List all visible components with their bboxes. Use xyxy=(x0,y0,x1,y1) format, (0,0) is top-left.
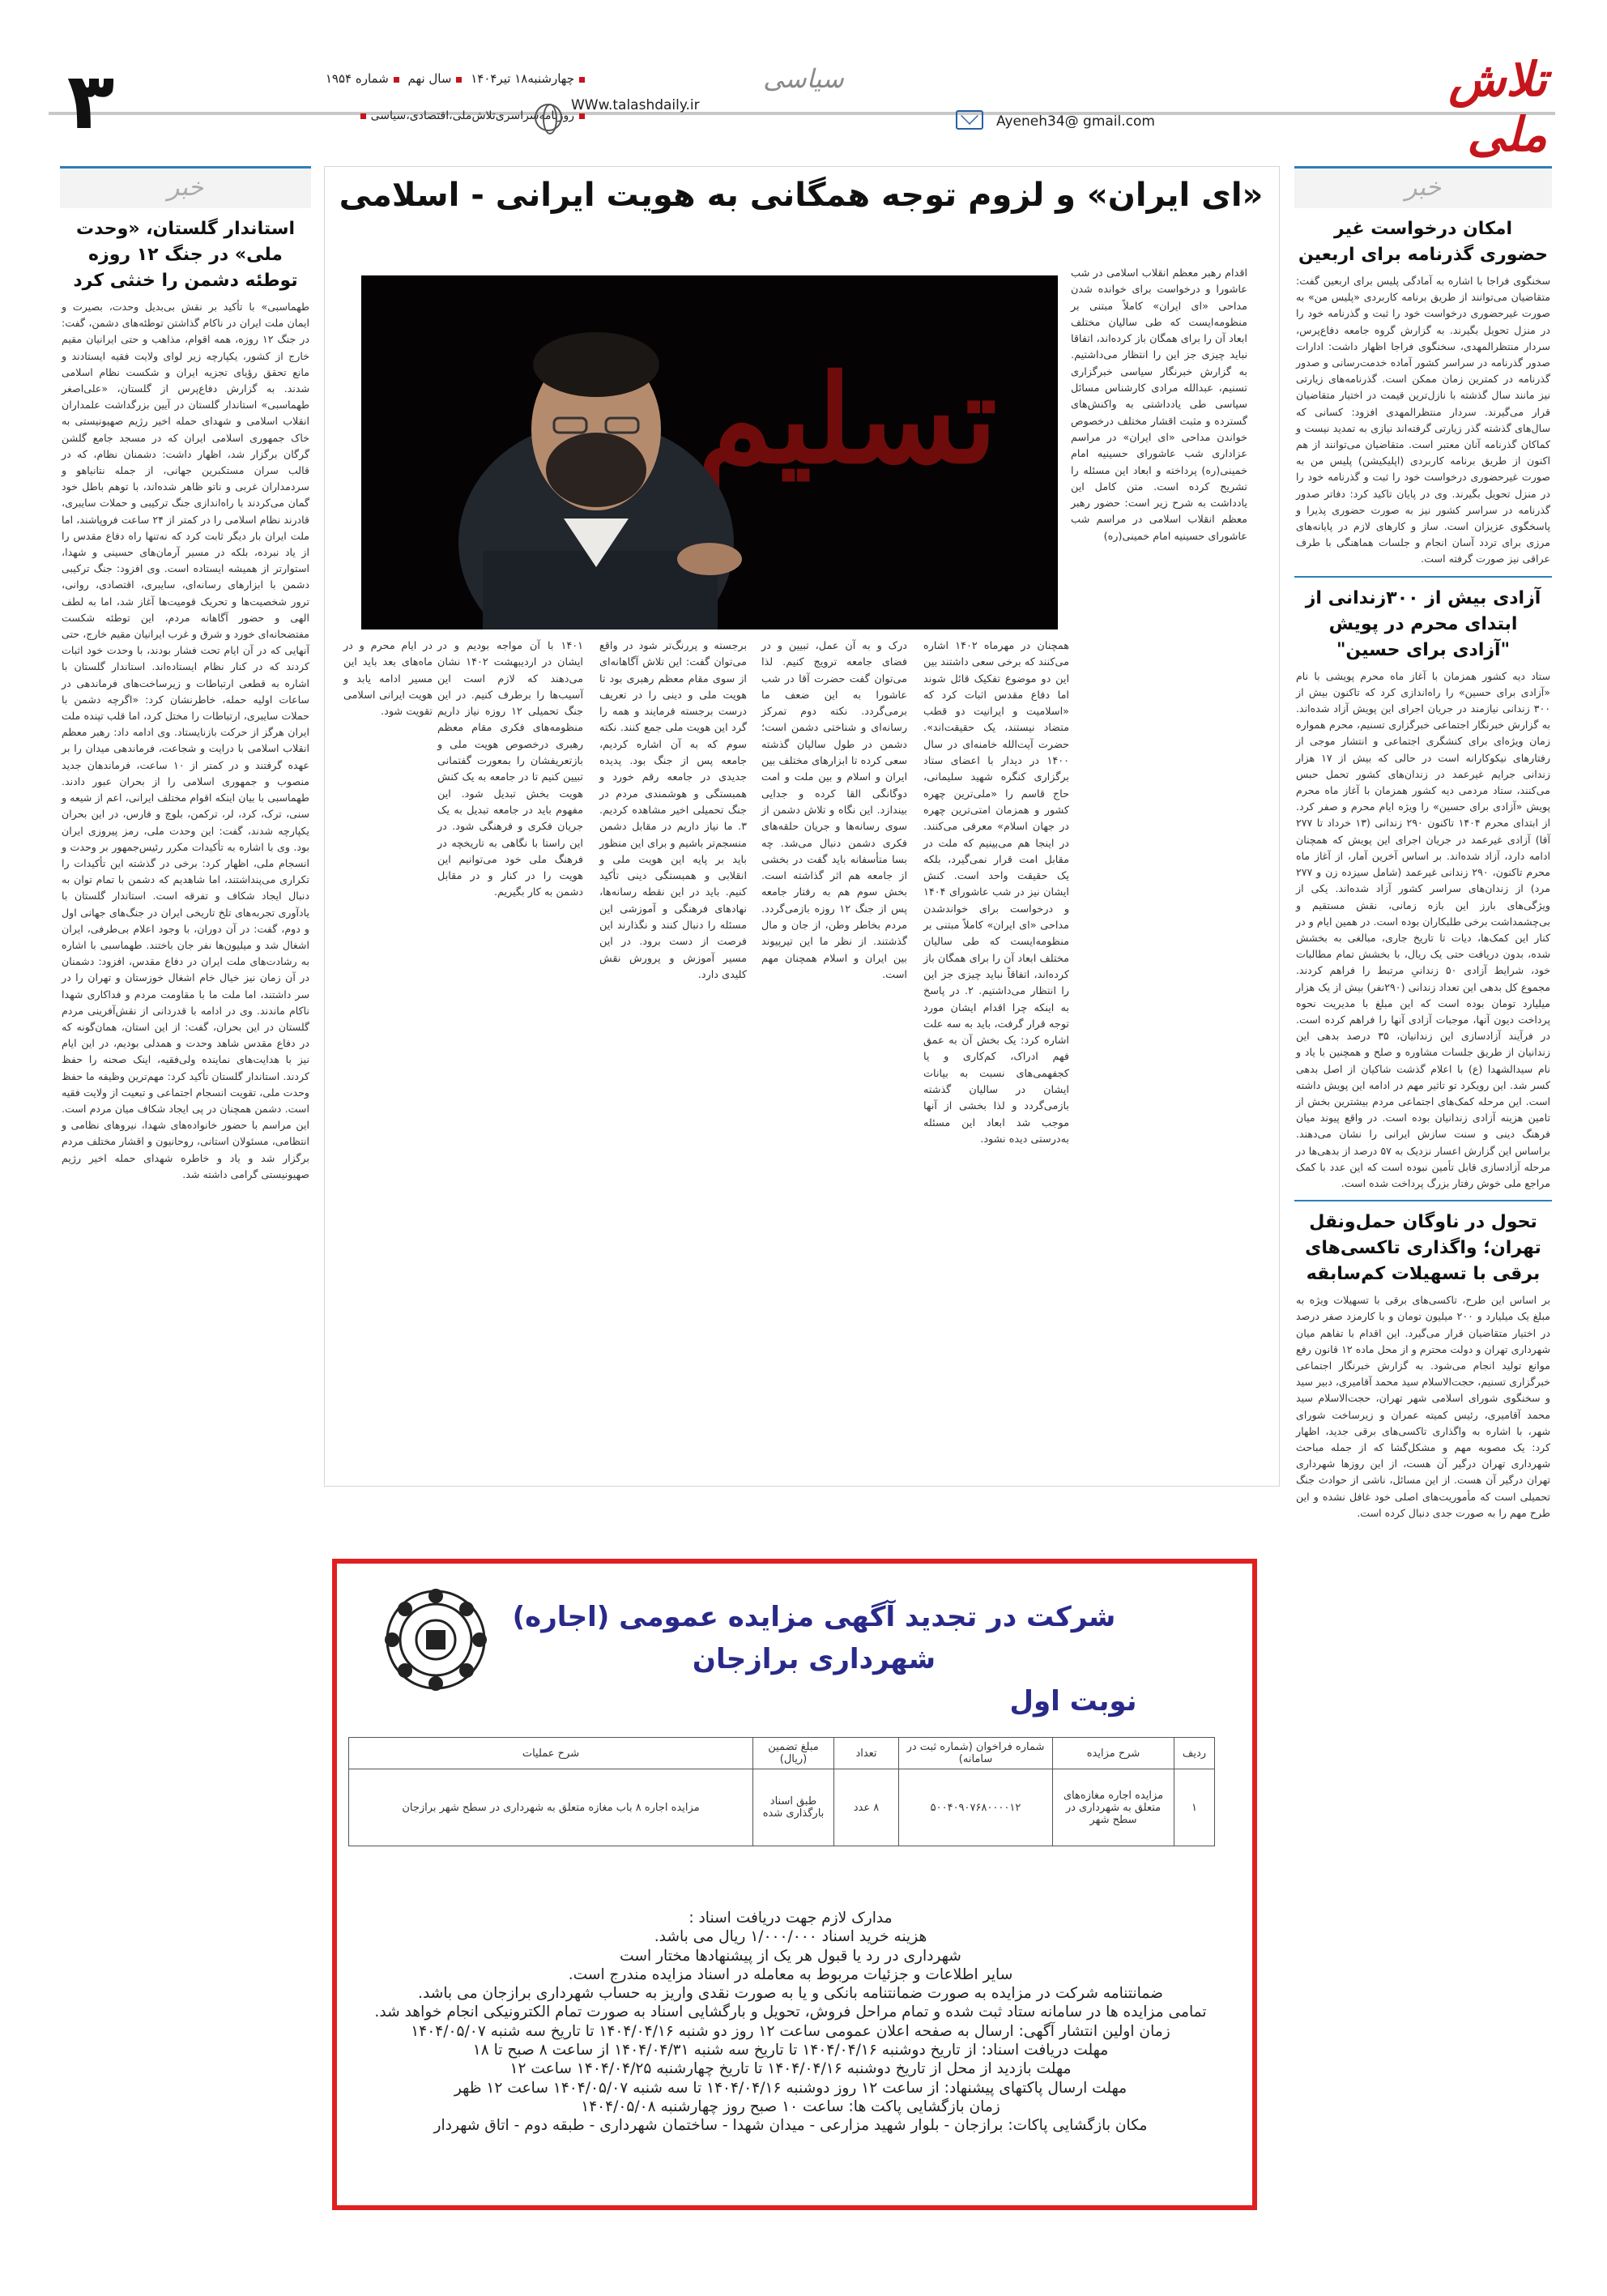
background-calligraphy: تسلیم xyxy=(697,348,998,491)
ad-round: نوبت اول xyxy=(1009,1685,1137,1718)
news-body: طهماسبی» با تأکید بر نقش بی‌بدیل وحدت، بصیرت و ایمان ملت ایران در ناکام گذاشتن توطئه‌های دشمن، گفت: در جنگ ۱۲ روزه، همه اقوام، مذاهب و حتی ایرانیان مقیم خارج از کشور، یکپارچه زیر لوای ولایت فقیه ایستادند و مانع تحقق رؤیای تجزیه ایران و شکست نظام اسلامی شدند. به گزارش دفاع‌پرس از گلستان، «علی‌اصغر طهماسبی» استاندار گلستان در آیین بزرگداشت علمداران انقلاب اسلامی و شهدای حمله اخیر رژیم صهیونیستی به خاک جمهوری اسلامی ایران که در مسجد جامع گلشن گرگان برگزار شد، اظهار داشت: دشمنان نظام، که در قالب سران مستکبرین جهانی، از جمله نتانیاهو و سردمداران غربی و ناتو ظاهر شده‌اند، با توهم باطل خود گمان می‌کردند با راه‌اندازی جنگ ترکیبی و حملات سایبری، قادرند نظام اسلامی را در کمتر از ۲۴ ساعت فروپاشند، اما ملت ایران بار دیگر ثابت کرد که نه‌تنها راه دفاع مقدس را از یاد نبرده، بلکه در مسیر آرمان‌های حسینی و شهدا، استوارتر از همیشه ایستاده است. وی افزود: جنگ ترکیبی دشمن با ابزارهای رسانه‌ای، سایبری، اقتصادی، روانی، ترور شخصیت‌ها و تحریک قومیت‌ها آغاز شد، اما به لطف الهی و حضور آگاهانه مردم، این توطئه شکست مفتضحانه‌ای خورد و شرق و غرب ایرانیان مقیم خارج، حتی آنهایی که در آن ایام تحت فشار بودند، با وحدت خود اثبات کردند که در کنار نظام ایستاده‌اند. استاندار گلستان با اشاره به قطعی ارتباطات و زیرساخت‌های فرماندهی در ساعات اولیه حمله، خاطرنشان کرد: «اگرچه دشمن با حملات سایبری، ارتباطات را مختل کرد، اما قلب تپنده ملت ایران هرگز از حرکت بازنایستاد. وی ادامه داد: رهبر معظم انقلاب اسلامی با درایت و شجاعت، فرماندهی میدان را بر عهده گرفتند و در کمتر از ۱۰ ساعت، فرماندهان جدید منصوب و جمهوری اسلامی را از بحران عبور دادند. طهماسبی با بیان اینکه اقوام مختلف ایرانی، اعم از شیعه و سنی، ترک، کرد، لر، ترکمن، بلوچ و فارس، در این بحران یکپارچه شدند، گفت: این وحدت ملی، رمز پیروزی ایران بود. وی با اشاره به تأکیدات مکرر رئیس‌جمهور بر وحدت و انسجام ملی، اظهار کرد: برخی در گذشته این تأکیدات را تکراری می‌پنداشتند، اما شاهدیم که دشمن با تمام توان به دنبال ایجاد شکاف و تفرقه است. استاندار گلستان با یادآوری تجربه‌های تلخ تاریخی ایران در جنگ‌های جهانی اول و دوم، گفت: در آن دوران، با وجود اعلام بی‌طرفی، ایران اشغال شد و میلیون‌ها نفر جان باختند. طهماسبی با اشاره به رشادت‌های ملت ایران در دفاع مقدس، افزود: دشمنان در آن زمان نیز خیال خام اشغال خوزستان و تهران را در سر داشتند، اما ملت ما با مقاومت مردم و فداکاری شهدا ناکام ماندند. وی در ادامه با قدردانی از نقش‌آفرینی مردم گلستان در این بحران، گفت: از این استان، همان‌گونه که در دفاع مقدس شاهد وحدت و همدلی بودیم، در این ایام نیز با هدایت‌های نماینده ولی‌فقیه، اینک صحنه را حفظ کردند. استاندار گلستان تأکید کرد: مهم‌ترین وظیفه ما حفظ وحدت ملی، تقویت انسجام اجتماعی و تبعیت از ولایت فقیه است. دشمن همچنان در پی ایجاد شکاف میان مردم است. این مراسم با حضور خانواده‌های شهدا، نیروهای نظامی و انتظامی، مسئولان استانی، روحانیون و اقشار مختلف مردم برگزار شد و یاد و خاطره شهدای حمله اخیر رژیم صهیونیستی گرامی داشته شد. xyxy=(62,301,309,1180)
email-address[interactable]: Ayeneh34@ gmail.com xyxy=(996,113,1155,130)
table-cell: مزایده اجاره ۸ باب مغازه متعلق به شهرداری در سطح شهر برازجان xyxy=(349,1769,753,1846)
speaker-photo xyxy=(361,275,1058,629)
news-title: آزادی بیش از ۳۰۰زندانی از ابتدای محرم در پویش "آزادی برای حسین" xyxy=(1305,587,1541,660)
date: چهارشنبه۱۸ تیر۱۴۰۴ xyxy=(471,71,574,86)
news-body: ستاد دیه کشور همزمان با آغاز ماه محرم پویشی با نام «آزادی برای حسین» را راه‌اندازی کرد که تاکنون بیش از ۳۰۰ زندانی نیازمند در جریان اجرای این پویش آزاد شده‌اند. به گزارش خبرنگار اجتماعی خبرگزاری تسنیم، محرم همواره زمان ویژه‌ای برای کنشگری اجتماعی و انتشار موجی از رفتارهای نیکوکارانه است در حالی که بیش از ۱۷ هزار زندانی جرایم غیرعمد در زندان‌های کشور تحمل حبس می‌کنند، ستاد مردمی دیه کشور همزمان با آغاز ماه محرم پویش «آزادی برای حسین» را ویژه ایام محرم و صفر کرد. از ابتدای محرم ۱۴۰۴ تاکنون ۲۹۰ زندانی (۱۳ خرداد تا ۲۷۷ آقا) آزادی غیرعمد در جریان اجرای این پویش که همچنان ادامه دارد، آزاد شده‌اند. بر اساس آخرین آمار، از آغاز ماه محرم تاکنون، ۲۹۰ زندانی غیرعمد (شامل سیزده زن و ۲۷۷ مرد) از زندان‌های سراسر کشور آزاد شده‌اند. یکی از ویژگی‌های بارز این بازه زمانی، نقش مستقیم و بی‌چشمداشت برخی طلبکاران بوده است. در همین ایام و در کنار این کمک‌ها، دیات تا تاریخ جاری، مبالغی به بخشش شده، بدون دریافت حتی یک ریال، با بخشش تمام مطالبات خود، شرایط آزادی ۵۰ زندانیِ مرتبط را فراهم کردند. مجموع کل بدهی این تعداد زندانی (۲۹۰نفر) بیش از یک هزار میلیارد تومان بوده است که این مبلغ با مدیریت نحوه پرداخت دیون آنها، موجبات آزادی آنها را فراهم کرده است. در فرآیند آزادسازی این زندانیان، ۳۵ درصد بدهی این زندانیان از طریق جلسات مشاوره و صلح و همچنین با یاد و نام سیدالشهدا (ع) با اعلام گذشت شاکیان از اصل بدهی کسر شد. این رویکرد تو تاثیر مهم در ادامه این پویش داشته است. این مرحله کمک‌های اجتماعی مردم بیشترین بخش از تامین هزینه آزادی زندانیان بوده است. در واقع پیوند میان فرهنگ دینی و سنت سازش ایرانی را نشان می‌دهند. براساس این گزارش اعسار نزدیک به ۵۷ درصد از بدهی‌ها در مرحله آزادسازی قابل تأمین نبوده است که این عدد با کمک مراجع ملی خوش رفتار بزرگ پرداخت شده است. xyxy=(1296,669,1551,1189)
column-heading: خبر xyxy=(1294,166,1552,208)
table-cell: ۵۰۰۴۰۹۰۷۶۸۰۰۰۰۱۲ xyxy=(899,1769,1053,1846)
right-news-column xyxy=(1294,166,1552,1521)
ad-details: مدارک لازم جهت دریافت اسناد : هزینه خرید اسناد ۱/۰۰۰/۰۰۰ ریال می باشد. شهرداری در رد یا قبول هر یک از پیشنهادها مختار است سایر اطلاعات و جزئیات مربوط به معامله در اسناد مزایده مندرج است. ضمانتنامه شرکت در مزایده به صورت ضمانتنامه بانکی و یا به صورت نقدی واریز به حساب شهرداری برازجان می باشد. تمامی مزایده ها در سامانه ستاد ثبت شده و تمام مراحل فروش، تحویل و بارگشایی اسناد به صورت تمام الکترونیکی انجام خواهد شد. زمان اولین انتشار آگهی: ارسال به صفحه اعلان عمومی ساعت ۱۲ روز دو شنبه ۱۴۰۴/۰۴/۱۶ تا تاریخ سه شنبه ۱۴۰۴/۰۵/۰۷ مهلت دریافت اسناد: از تاریخ دوشنبه ۱۴۰۴/۰۴/۱۶ تا تاریخ سه شنبه ۱۴۰۴/۰۴/۳۱ از ساعت ۸ صبح تا ۱۸ مهلت بازدید از محل از تاریخ دوشنبه ۱۴۰۴/۰۴/۱۶ تا تاریخ چهارشنبه ۱۴۰۴/۰۴/۲۵ ساعت ۱۲ مهلت ارسال پاکتهای پیشنهاد: از ساعت ۱۲ روز دوشنبه ۱۴۰۴/۰۴/۱۶ تا سه شنبه ۱۴۰۴/۰۵/۰۷ ساعت ۱۲ ظهر زمان بازگشایی پاکت ها: ساعت ۱۰ صبح روز چهارشنبه ۱۴۰۴/۰۵/۰۸ مکان بازگشایی پاکات: برازجان - بلوار شهید مزارعی - میدان شهدا - ساختمان شهرداری - طبقه دوم - اتاق شهردار xyxy=(374,1910,1207,2135)
table-header: شرح مزایده xyxy=(1053,1738,1174,1769)
left-news-column xyxy=(60,166,311,1183)
article-photo xyxy=(361,275,1058,629)
news-title: تحول در ناوگان حمل‌ونقل تهران؛ واگذاری تاکسی‌های برقی با تسهیلات کم‌سابقه xyxy=(1305,1212,1541,1285)
news-title: استاندار گلستان، «وحدت ملی» در جنگ ۱۲ روزه توطئه دشمن را خنثی کرد xyxy=(73,219,298,291)
table-header: شماره فراخوان (شماره ثبت در سامانه) xyxy=(899,1738,1053,1769)
article-column: اقدام رهبر معظم انقلاب اسلامی در شب عاشورا و درخواست برای خوانده شدن مداحی «ای ایران» کاملاً مبتنی بر منظومه‌ایست که طی سالیان مختلف ابعاد آن را برای همگان باز کرده‌اند، اتفاقا نباید چیزی جز این را انتظار می‌داشتیم. به گزارش خبرنگار سیاسی خبرگزاری تسنیم، عبدالله مرادی کارشناس مسائل سیاسی طی یادداشتی به واکنش‌های گسترده و مثبت اقشار مختلف درخصوص خواندن مداحی «ای ایران» در مراسم عزاداری شب عاشورای حسینیه امام خمینی(ره) پرداخته و ابعاد این مسئله را تشریح کرده است. متن کامل این یادداشت به شرح زیر است: حضور رهبر معظم انقلاب اسلامی در مراسم شب عاشورای حسینیه امام خمینی(ره) xyxy=(1071,267,1247,543)
table-header: شرح عملیات xyxy=(349,1738,753,1769)
article-column: درک و به آن عمل، تبیین و در فضای جامعه ترویج کنیم. لذا می‌توان گفت حضرت آقا در شب عاشورا به این ضعف ما برمی‌گردد. نکته دوم تمرکز رسانه‌ای و شناختی دشمن است؛ دشمن در طول سالیان گذشته سعی کرده تا ابزارهای مختلف بین ایران و اسلام و بین ملت و امت دوگانگی القا کرده و جدایی بیندازد. این نگاه و تلاش دشمن از سوی رسانه‌ها و جریان حلقه‌های فکری دشمن دنبال می‌شد. چه بسا متأسفانه باید گفت در بخشی از جامعه هم اثر گذاشته است. بخش سوم هم به رفتار جامعه پس از جنگ ۱۲ روزه بازمی‌گردد. مردم بخاطر وطن، از جان و مال گذشتند. از نظر ما این تیرپیوند بین ایران و اسلام همچنان مهم است. xyxy=(761,640,907,981)
article-column: ۱۴۰۱ با آن مواجه بودیم و در ایشان در اردیبهشت ۱۴۰۲ نشان می‌دهند که لازم است این آسیب‌ها را برطرف کنیم. در این جنگ تحمیلی ۱۲ روزه نیاز داریم منظومه‌های فکری مقام معظم رهبری درخصوص هویت ملی و بازتعریفشان را بمعورت گفتمانی تبیین کنیم تا در جامعه به یک کنش هویت بخش تبدیل شود. این مفهوم باید در جامعه تبدیل به یک جریان فکری و فرهنگی شود. در این راستا با نگاهی به تاریخچه در فرهنگ ملی خود می‌توانیم این هویت را در کنار و در مقابل دشمن به کار بگیریم. xyxy=(437,640,583,899)
tagline: روزنامه‌سراسری‌تلاش‌ملی،اقتصادی،سیاسی xyxy=(136,109,590,122)
year: سال نهم xyxy=(407,71,452,86)
table-cell: ۸ عدد xyxy=(834,1769,899,1846)
table-row xyxy=(349,1769,1215,1846)
table-header: تعداد xyxy=(834,1738,899,1769)
article-column: برجسته و پررنگ‌تر شود در واقع می‌توان گفت: این تلاش آگاهانه‌ای از سوی مقام معظم رهبری بود تا هویت ملی و دینی را در تعریف درست برجسته فرمایند و همه را گرد این هویت ملی جمع کنند. نکته سوم که به آن اشاره کردیم، جامعه پس از جنگ بود. پدیده جدیدی در جامعه رقم خورد و همبستگی و هوشمندی مردم در جنگ تحمیلی اخیر مشاهده کردیم. ۳. ما نیاز داریم در مقابل دشمن منسجم‌تر باشیم و برای این منظور باید بر پایه این هویت ملی و انقلابی و همبستگی دینی تأکید کنیم. باید در این نقطه رسانه‌ها، نهادهای فرهنگی و آموزشی این مسئله را دنبال کنند و نگذارند این فرصت از دست برود. در این مسیر آموزش و پرورش نقش کلیدی دارد. xyxy=(599,640,747,981)
table-header: مبلغ تضمین (ریال) xyxy=(753,1738,834,1769)
auction-table xyxy=(348,1737,1215,1846)
article-column: در ایام محرم و در ماه‌های بعد باید این مسیر ادامه یابد و هویت ایرانی اسلامی تقویت شود. xyxy=(343,640,433,719)
table-cell: طبق اسناد بارگذاری شده xyxy=(753,1769,834,1846)
ad-title: شرکت در تجدید آگهی مزایده عمومی (اجاره) شهرداری برازجان xyxy=(512,1601,1116,1675)
issue-number: شماره ۱۹۵۴ xyxy=(325,71,389,86)
news-body: بر اساس این طرح، تاکسی‌های برقی با تسهیلات ویژه به مبلغ یک میلیارد و ۲۰۰ میلیون تومان و با کارمزد صفر درصد در اختیار متقاضیان قرار می‌گیرد. این اقدام با تفاهم میان شهرداری تهران و دولت محترم و از محل ماده ۱۲ قانون رفع موانع تولید انجام می‌شود. به گزارش خبرنگار اجتماعی خبرگزاری تسنیم، حجت‌الاسلام سید محمد آقامیری، دبیر سید و سخنگوی شورای اسلامی شهر تهران، حجت‌الاسلام سید محمد آقامیری، رئیس کمیته عمران و زیرساخت شورای شهر، با اشاره به واگذاری تاکسی‌های برقی جدید، اظهار کرد: یک مصوبه مهم و مشکل‌گشا که از جمله مباحث شهرداری تهران درگیر آن هست، از این روزها شهرداری تهران درگیر آن هست. از این مسائل، ناشی از حوادث جنگ تحمیلی است که مأموریت‌های اصلی خود غافل نشده و این طرح مهم را به صورت جدی دنبال کرده است. xyxy=(1296,1294,1550,1519)
article-title: «ای ایران» و لزوم توجه همگانی به هویت ایرانی - اسلامی xyxy=(339,177,1264,214)
section-name: سیاسی xyxy=(763,63,844,94)
news-body: سخنگوی فراجا با اشاره به آمادگی پلیس برای اربعین گفت: متقاضیان می‌توانند از طریق برنامه کاربردی «پلیس من» به صورت غیرحضوری درخواست خود را ثبت و گذرنامه خود را در منزل تحویل بگیرند. به گزارش گروه جامعه دفاع‌پرس، سردار منتظرالمهدی، سخنگوی فراجا اظهار داشت: ادارات صدور گذرنامه در سراسر کشور آماده خدمت‌رسانی و صدور گذرنامه در کمترین زمان ممکن است. گذرنامه‌های زیارتی نیز مانند سال گذشته با نازل‌ترین قیمت در اختیار متقاضیان قرار می‌گیرند. سردار منتظرالمهدی افزود: کسانی که سال‌های گذشته گذر زیارتی گرفته‌اند نیازی به تمدید نیست و کماکان گذرنامه آنان معتبر است. متقاضیان می‌توانند از هم اکنون از طریق برنامه کاربردی (اپلیکیشن) پلیس من به صورت غیرحضوری درخواست خود را ثبت و گذرنامه خود را در منزل تحویل بگیرند. وی در پایان تاکید کرد: دفاتر صدور گذرنامه در سراسر کشور نیز به صورت حضوری پذیرا و پاسخگوی عزیزان است. ساز و کارهای لازم در پایانه‌های مرزی برای تردد آسان انجام و جلسات هماهنگی با طرف عراقی نیز صورت گرفته است. xyxy=(1296,275,1550,565)
table-cell: ۱ xyxy=(1174,1769,1215,1846)
divider xyxy=(1294,1200,1552,1201)
website-link[interactable]: WWw.talashdaily.ir xyxy=(571,97,700,113)
page-number: ۳ xyxy=(66,56,115,147)
table-cell: مزایده اجاره مغازه‌های متعلق به شهرداری در سطح شهر xyxy=(1053,1769,1174,1846)
news-title: امکان درخواست غیر حضوری گذرنامه برای اربعین xyxy=(1298,219,1549,265)
article-column: همچنان در مهرماه ۱۴۰۲ اشاره می‌کنند که برخی سعی داشتند بین این دو موضوع تفکیک قائل شوند اما دفاع مقدس اثبات کرد که «اسلامیت و ایرانیت دو قطب متضاد نیستند، یک حقیقت‌اند». حضرت آیت‌الله خامنه‌ای در سال ۱۴۰۰ در دیدار با اعضای ستاد برگزاری کنگره شهید سلیمانی، حاج قاسم را «ملی‌ترین چهره کشور و همزمان امتی‌ترین چهره در جهان اسلام» معرفی می‌کنند. در اینجا هم می‌بینیم که ملت در مقابل امت قرار نمی‌گیرد، بلکه یک حقیقت واحد است. کنش ایشان نیز در شب عاشورای ۱۴۰۴ و درخواست برای خواندشدن مداحی «ای ایران» کاملاً مبتنی بر منظومه‌ایست که طی سالیان مختلف ابعاد آن را برای همگان باز کرده‌اند، اتفاقاً نباید چیزی جز این را انتظار می‌داشتیم. ۲. در پاسخ به اینکه چرا اقدام ایشان مورد توجه قرار گرفت، باید به سه علت اشاره کرد: یک بخش آن به عمق فهم ادراک، کم‌کاری و یا کجفهمی‌های نسبت به بیانات ایشان در سالیان گذشته بازمی‌گردد و لذا بخشی از آنها موجب شد ابعاد این مسئله به‌درستی دیده نشود. xyxy=(923,640,1069,1146)
divider xyxy=(1294,576,1552,578)
newspaper-logo: تلاش ملی xyxy=(1448,52,1547,162)
column-heading: خبر xyxy=(60,166,311,208)
table-header: ردیف xyxy=(1174,1738,1215,1769)
issue-meta xyxy=(136,71,590,86)
municipality-seal-icon xyxy=(382,1586,489,1693)
